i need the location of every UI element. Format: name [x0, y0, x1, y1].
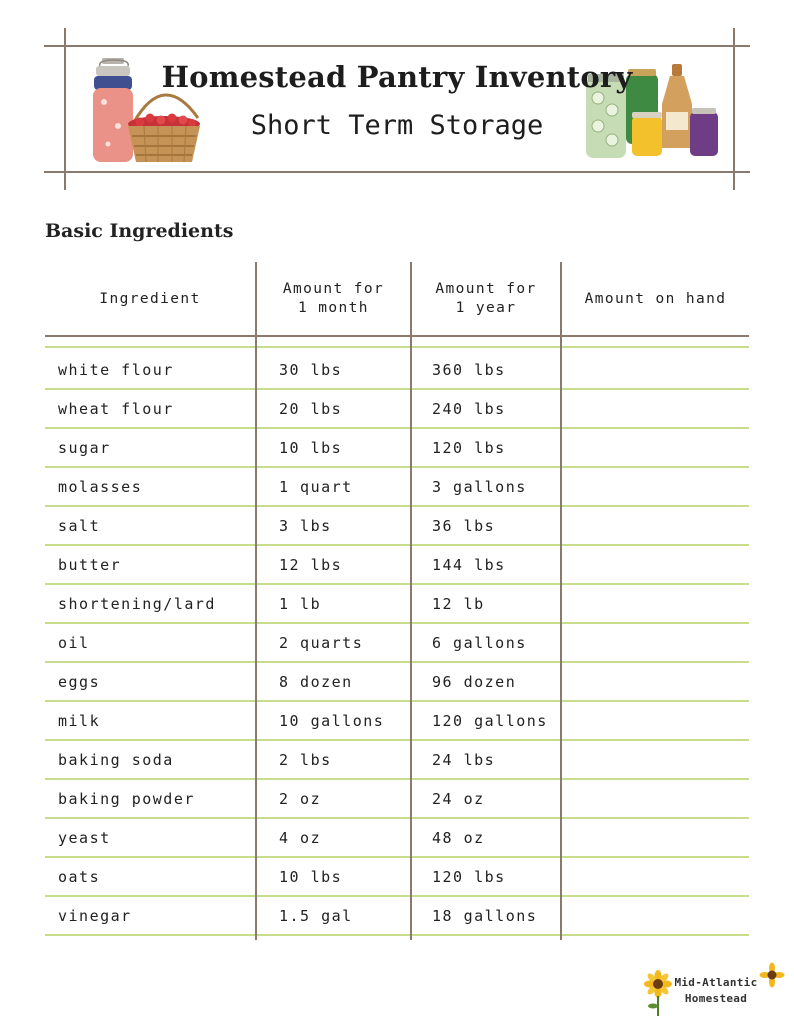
- ingredient-cell: baking powder: [58, 789, 195, 808]
- year-amount-cell: 12 lb: [432, 594, 485, 613]
- ingredient-cell: vinegar: [58, 906, 132, 925]
- year-amount-cell: 96 dozen: [432, 672, 517, 691]
- header-divider-green: [45, 346, 749, 348]
- on-hand-cell[interactable]: [575, 351, 745, 388]
- on-hand-cell[interactable]: [575, 741, 745, 778]
- ingredient-cell: salt: [58, 516, 101, 535]
- column-header-month: Amount for 1 month: [282, 281, 385, 316]
- table-row: [45, 429, 749, 468]
- table-row: [45, 624, 749, 663]
- table-row: [45, 585, 749, 624]
- ingredient-cell: eggs: [58, 672, 101, 691]
- on-hand-cell[interactable]: [575, 624, 745, 661]
- table-row: [45, 468, 749, 507]
- ingredient-cell: oil: [58, 633, 90, 652]
- column-divider: [255, 262, 257, 940]
- logo-line-2: Homestead: [684, 992, 748, 1005]
- brand-logo: [644, 962, 786, 1018]
- year-amount-cell: 36 lbs: [432, 516, 496, 535]
- header-frame-top: [44, 45, 750, 47]
- header-divider: [45, 335, 749, 337]
- month-amount-cell: 4 oz: [279, 828, 322, 847]
- on-hand-cell[interactable]: [575, 780, 745, 817]
- section-title: Basic Ingredients: [45, 220, 234, 242]
- table-header: [45, 262, 749, 336]
- month-amount-cell: 8 dozen: [279, 672, 353, 691]
- ingredient-cell: baking soda: [58, 750, 174, 769]
- year-amount-cell: 3 gallons: [432, 477, 527, 496]
- year-amount-cell: 120 lbs: [432, 438, 506, 457]
- table-row: [45, 858, 749, 897]
- month-amount-cell: 2 lbs: [279, 750, 332, 769]
- table-row: [45, 819, 749, 858]
- row-divider: [45, 934, 749, 936]
- ingredient-cell: molasses: [58, 477, 143, 496]
- month-amount-cell: 2 quarts: [279, 633, 364, 652]
- on-hand-cell[interactable]: [575, 897, 745, 934]
- on-hand-cell[interactable]: [575, 507, 745, 544]
- page-title: Homestead Pantry Inventory: [161, 60, 633, 94]
- logo-line-1: Mid-Atlantic: [674, 976, 758, 989]
- on-hand-cell[interactable]: [575, 819, 745, 856]
- table-row: [45, 897, 749, 936]
- on-hand-cell[interactable]: [575, 585, 745, 622]
- year-amount-cell: 6 gallons: [432, 633, 527, 652]
- on-hand-cell[interactable]: [575, 429, 745, 466]
- header-frame-bottom: [44, 171, 750, 173]
- month-amount-cell: 12 lbs: [279, 555, 343, 574]
- table-row: [45, 702, 749, 741]
- table-row: [45, 507, 749, 546]
- month-amount-cell: 1 lb: [279, 594, 322, 613]
- ingredient-cell: wheat flour: [58, 399, 174, 418]
- on-hand-cell[interactable]: [575, 858, 745, 895]
- column-header-ingredient: Ingredient: [99, 290, 201, 307]
- column-header-on-hand: Amount on hand: [584, 290, 727, 307]
- month-amount-cell: 2 oz: [279, 789, 322, 808]
- on-hand-cell[interactable]: [575, 663, 745, 700]
- table-row: [45, 351, 749, 390]
- ingredient-cell: oats: [58, 867, 101, 886]
- month-amount-cell: 10 lbs: [279, 867, 343, 886]
- on-hand-cell[interactable]: [575, 546, 745, 583]
- on-hand-cell[interactable]: [575, 702, 745, 739]
- column-divider: [410, 262, 412, 940]
- year-amount-cell: 24 lbs: [432, 750, 496, 769]
- year-amount-cell: 18 gallons: [432, 906, 538, 925]
- month-amount-cell: 1 quart: [279, 477, 353, 496]
- table-row: [45, 546, 749, 585]
- ingredient-cell: yeast: [58, 828, 111, 847]
- year-amount-cell: 360 lbs: [432, 360, 506, 379]
- year-amount-cell: 240 lbs: [432, 399, 506, 418]
- year-amount-cell: 120 gallons: [432, 711, 548, 730]
- year-amount-cell: 144 lbs: [432, 555, 506, 574]
- ingredient-cell: sugar: [58, 438, 111, 457]
- column-divider: [560, 262, 562, 940]
- on-hand-cell[interactable]: [575, 468, 745, 505]
- table-row: [45, 663, 749, 702]
- ingredient-cell: butter: [58, 555, 122, 574]
- month-amount-cell: 3 lbs: [279, 516, 332, 535]
- table-row: [45, 780, 749, 819]
- ingredient-cell: white flour: [58, 360, 174, 379]
- year-amount-cell: 48 oz: [432, 828, 485, 847]
- month-amount-cell: 10 lbs: [279, 438, 343, 457]
- table-row: [45, 741, 749, 780]
- month-amount-cell: 20 lbs: [279, 399, 343, 418]
- year-amount-cell: 120 lbs: [432, 867, 506, 886]
- header-frame-right: [733, 28, 735, 190]
- header-frame-left: [64, 28, 66, 190]
- ingredient-cell: milk: [58, 711, 101, 730]
- page-subtitle: Short Term Storage: [250, 110, 544, 141]
- month-amount-cell: 30 lbs: [279, 360, 343, 379]
- year-amount-cell: 24 oz: [432, 789, 485, 808]
- month-amount-cell: 10 gallons: [279, 711, 385, 730]
- column-header-year: Amount for 1 year: [435, 281, 537, 316]
- month-amount-cell: 1.5 gal: [279, 906, 353, 925]
- on-hand-cell[interactable]: [575, 390, 745, 427]
- table-row: [45, 390, 749, 429]
- ingredient-cell: shortening/lard: [58, 594, 216, 613]
